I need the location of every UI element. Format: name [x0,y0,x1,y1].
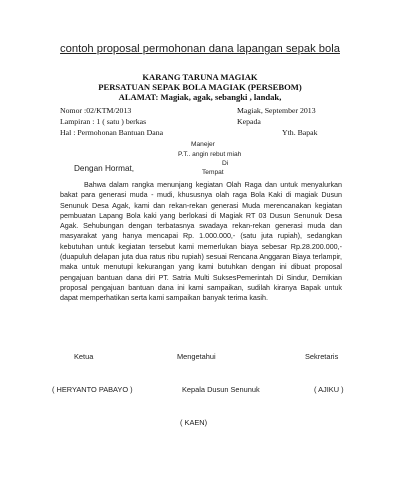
recipient-place: Tempat [202,169,224,176]
letter-kepada: Kepada [237,117,261,126]
letter-body: Bahwa dalam rangka menunjang kegiatan Olah Raga dan untuk menyalurkan bakat para generasi muda - mudi, khususnya olah raga Bola Kaki di magiak Dusun Senunuk Desa Agak, kami dan rekan-rekan generasi Muda merencanakan kegiatan pembuatan Lapang Bola kaki yang berlokasi di Magiak RT 03 Dusun Senunuk Desa Agak. Sehubungan dengan terbatasnya swadaya rekan-rekan generasi muda dan masyarakat yang hanya mencapai Rp. 1.000.000,- (satu juta rupiah), sedangkan kebutuhan untuk kegiatan tersebut kami memerlukan biaya sebesar Rp.28.200.000,- (duapuluh delapan juta dua ratus ribu rupiah) sesuai Rencana Anggaran Biaya terlampir, maka untuk menutupi kekurangan yang kami butuhkan dengan ini dibuat proposal pengajuan bantuan dana diri PT. Satria Multi SuksesPemerintah Di Sindur, Demikian proposal pengajuan bantuan dana ini kami sampaikan, sudilah kiranya Bapak untuk dapat memperhatikan serta kami sampaikan banyak terima kasih. [60,181,342,303]
document-title: contoh proposal permohonan dana lapangan sepak bola [60,43,340,55]
letter-yth: Yth. Bapak [282,128,318,137]
salutation: Dengan Hormat, [74,164,135,173]
letter-number: Nomor :02/KTM/2013 [60,106,132,115]
kadus-name: ( KAEN) [180,418,208,427]
sekretaris-name: ( AJIKU ) [314,385,344,394]
ketua-role: Ketua [74,352,94,361]
letter-date: Magiak, September 2013 [237,106,316,115]
recipient-title: Manejer [191,141,215,148]
letter-subject: Hal : Permohonan Bantuan Dana [60,128,164,137]
org-address: ALAMAT: Magiak, agak, sebangki , landak, [118,92,282,102]
mengetahui-role: Mengetahui [177,352,216,361]
recipient-company: P.T.. angin rebut miah [178,151,242,158]
org-name: KARANG TARUNA MAGIAK [142,72,258,82]
ketua-name: ( HERYANTO PABAYO ) [52,385,133,394]
letter-attachment: Lampiran : 1 ( satu ) berkas [60,117,147,126]
sekretaris-role: Sekretaris [305,352,339,361]
recipient-di: Di [222,160,229,167]
org-subname: PERSATUAN SEPAK BOLA MAGIAK (PERSEBOM) [98,82,302,92]
kadus-title: Kepala Dusun Senunuk [182,385,260,394]
